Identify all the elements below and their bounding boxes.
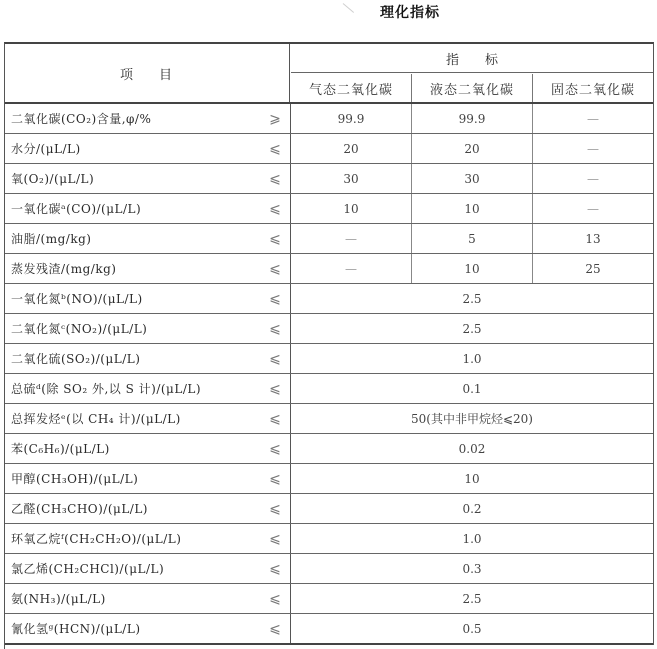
- merged-value: 0.2: [462, 501, 482, 516]
- liquid-value: 30: [412, 164, 533, 193]
- table-row: [5, 254, 653, 284]
- comparison-symbol: ⩽: [260, 404, 291, 433]
- merged-value: 0.1: [462, 381, 482, 396]
- liquid-value: 10: [412, 194, 533, 223]
- comparison-symbol: ⩽: [260, 164, 291, 193]
- row-item: 苯(C₆H₆)/(μL/L): [11, 442, 110, 456]
- comparison-symbol: ⩽: [260, 134, 291, 163]
- row-item: 总挥发烃ᵉ(以 CH₄ 计)/(μL/L): [11, 412, 181, 426]
- table-row: [5, 104, 653, 134]
- comparison-symbol: ⩽: [260, 344, 291, 373]
- gas-value: 99.9: [291, 104, 412, 133]
- merged-value: 50(其中非甲烷烃⩽20): [411, 412, 533, 426]
- comparison-symbol: ⩽: [260, 314, 291, 343]
- solid-value: —: [587, 171, 599, 186]
- solid-value: 25: [585, 261, 601, 276]
- row-item: 一氧化氮ᵇ(NO)/(μL/L): [11, 292, 143, 306]
- header-gas: 气态二氧化碳: [291, 74, 412, 102]
- row-item: 氰化氢ᵍ(HCN)/(μL/L): [11, 622, 141, 636]
- comparison-symbol: ⩽: [260, 374, 291, 403]
- merged-value: 2.5: [462, 591, 482, 606]
- table-row: [5, 584, 653, 614]
- merged-value: 0.5: [462, 621, 482, 636]
- row-item: 氯乙烯(CH₂CHCl)/(μL/L): [11, 562, 165, 576]
- row-item: 二氧化氮ᶜ(NO₂)/(μL/L): [11, 322, 148, 336]
- row-item: 乙醛(CH₃CHO)/(μL/L): [11, 502, 148, 516]
- comparison-symbol: ⩽: [260, 584, 291, 613]
- header-liquid: 液态二氧化碳: [412, 74, 533, 102]
- liquid-value: 10: [412, 254, 533, 283]
- table-row: [5, 224, 653, 254]
- merged-value: 10: [464, 471, 480, 486]
- row-item: 油脂/(mg/kg): [11, 232, 92, 246]
- liquid-value: 5: [412, 224, 533, 253]
- solid-value: —: [587, 141, 599, 156]
- liquid-value: 20: [412, 134, 533, 163]
- table-row: [5, 284, 653, 314]
- table-row: [5, 404, 653, 434]
- comparison-symbol: ⩽: [260, 554, 291, 583]
- table-row: [5, 614, 653, 645]
- row-item: 环氧乙烷ᶠ(CH₂CH₂O)/(μL/L): [11, 532, 182, 546]
- merged-value: 1.0: [462, 351, 482, 366]
- page-title: 理化指标: [380, 5, 440, 21]
- table-row: [5, 554, 653, 584]
- row-item: 蒸发残渣/(mg/kg): [11, 262, 117, 276]
- table-row: [5, 134, 653, 164]
- header-index: 指标: [291, 44, 653, 73]
- table-header: [5, 44, 653, 104]
- merged-value: 1.0: [462, 531, 482, 546]
- table-row: [5, 314, 653, 344]
- table-row: [5, 374, 653, 404]
- comparison-symbol: ⩽: [260, 194, 291, 223]
- row-item: 氧(O₂)/(μL/L): [11, 172, 95, 186]
- comparison-symbol: ⩽: [260, 434, 291, 463]
- merged-value: 0.3: [462, 561, 482, 576]
- gas-value: 30: [291, 164, 412, 193]
- row-item: 二氧化碳(CO₂)含量,φ/%: [11, 112, 152, 126]
- solid-value: —: [587, 201, 599, 216]
- row-item: 一氧化碳ᵃ(CO)/(μL/L): [11, 202, 142, 216]
- row-item: 甲醇(CH₃OH)/(μL/L): [11, 472, 139, 486]
- table-row: [5, 434, 653, 464]
- decorative-stroke: [343, 3, 354, 13]
- row-item: 二氧化硫(SO₂)/(μL/L): [11, 352, 141, 366]
- title-area: [0, 0, 657, 30]
- table-continuation-line: [4, 643, 5, 649]
- gas-value: 10: [291, 194, 412, 223]
- comparison-symbol: ⩽: [260, 224, 291, 253]
- comparison-symbol: ⩽: [260, 254, 291, 283]
- comparison-symbol: ⩽: [260, 464, 291, 493]
- row-item: 总硫ᵈ(除 SO₂ 外,以 S 计)/(μL/L): [11, 382, 202, 396]
- comparison-symbol: ⩽: [260, 614, 291, 643]
- table-row: [5, 464, 653, 494]
- row-item: 水分/(μL/L): [11, 142, 81, 156]
- header-solid: 固态二氧化碳: [550, 82, 635, 98]
- comparison-symbol: ⩽: [260, 524, 291, 553]
- table-row: [5, 194, 653, 224]
- table-row: [5, 494, 653, 524]
- specification-table: [4, 42, 654, 645]
- gas-value: 20: [291, 134, 412, 163]
- merged-value: 2.5: [462, 291, 482, 306]
- table-row: [5, 344, 653, 374]
- row-item: 氨(NH₃)/(μL/L): [11, 592, 106, 606]
- merged-value: 2.5: [462, 321, 482, 336]
- comparison-symbol: ⩽: [260, 284, 291, 313]
- comparison-symbol: ⩽: [260, 494, 291, 523]
- gas-value: —: [291, 254, 412, 283]
- solid-value: 13: [585, 231, 601, 246]
- solid-value: —: [587, 111, 599, 126]
- header-item: 项目: [5, 44, 290, 102]
- merged-value: 0.02: [458, 441, 486, 456]
- liquid-value: 99.9: [412, 104, 533, 133]
- table-row: [5, 164, 653, 194]
- comparison-symbol: ⩾: [260, 104, 291, 133]
- gas-value: —: [291, 224, 412, 253]
- table-row: [5, 524, 653, 554]
